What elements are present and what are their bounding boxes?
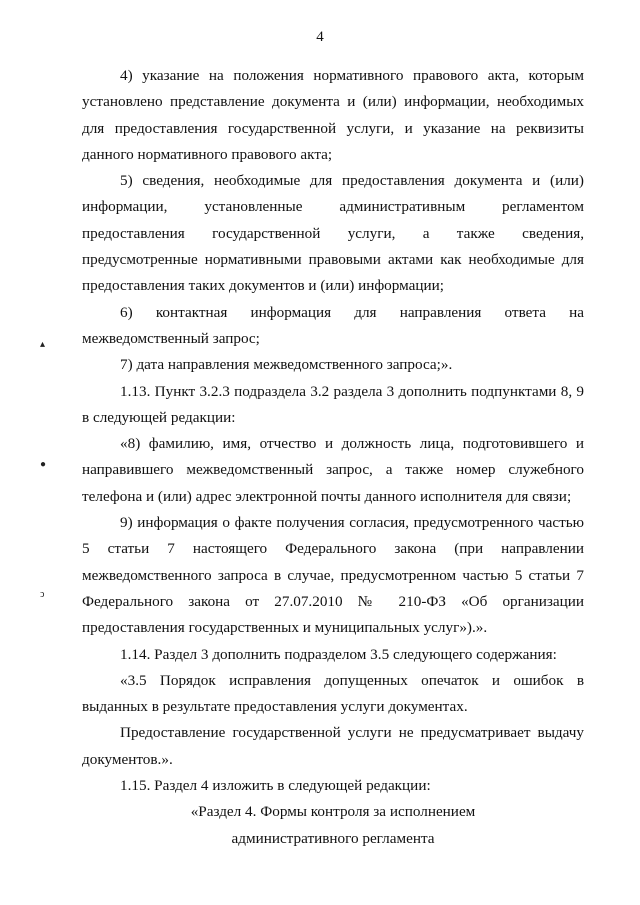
paragraph: Предоставление государственной услуги не предусматривает выдачу документов.». <box>82 724 584 768</box>
margin-mark: ↄ <box>40 589 45 600</box>
paragraph: 5) сведения, необходимые для предоставления документа и (или) информации, установленные административным регламентом предоставления государственной услуги, а также сведения, предусмотренные нормативными правовыми актами как необходимые для предоставления таких документов и (или) информации; <box>82 172 584 295</box>
paragraph: «3.5 Порядок исправления допущенных опечаток и ошибок в выданных в результате предоставления услуги документах. <box>82 671 584 716</box>
paragraph: 7) дата направления межведомственного запроса;». <box>120 356 453 374</box>
paragraph: 9) информация о факте получения согласия, предусмотренного частью 5 статьи 7 настоящего Федерального закона (при направлении межведомственного запроса в случае, предусмотренном частью 5 статьи 7 Федерального закона от 27.07.2010 № 210-ФЗ «Об организации предоставления государственных и муниципальных услуг»).». <box>82 514 584 637</box>
paragraph: 1.13. Пункт 3.2.3 подраздела 3.2 раздела 3 дополнить подпунктами 8, 9 в следующей редакции: <box>82 382 584 426</box>
paragraph: 1.15. Раздел 4 изложить в следующей редакции: <box>120 777 431 795</box>
page-number: 4 <box>316 29 324 45</box>
paragraph: 4) указание на положения нормативного правового акта, которым установлено представление документа и (или) информации, необходимых для предоставления государственной услуги, и указание на реквизиты данного нормативного правового акта; <box>82 67 584 163</box>
section-heading-line: «Раздел 4. Формы контроля за исполнением <box>190 803 476 821</box>
margin-mark: ● <box>40 459 47 470</box>
section-heading-line: административного регламента <box>231 829 435 847</box>
paragraph: 1.14. Раздел 3 дополнить подразделом 3.5 следующего содержания: <box>120 645 557 663</box>
paragraph: 6) контактная информация для направления ответа на межведомственный запрос; <box>82 303 584 347</box>
margin-mark: ▴ <box>40 339 46 350</box>
document-body <box>82 63 584 852</box>
paragraph: «8) фамилию, имя, отчество и должность лица, подготовившего и направившего межведомственный запрос, а также номер служебного телефона и (или) адрес электронной почты данного исполнителя для связи; <box>82 435 584 505</box>
